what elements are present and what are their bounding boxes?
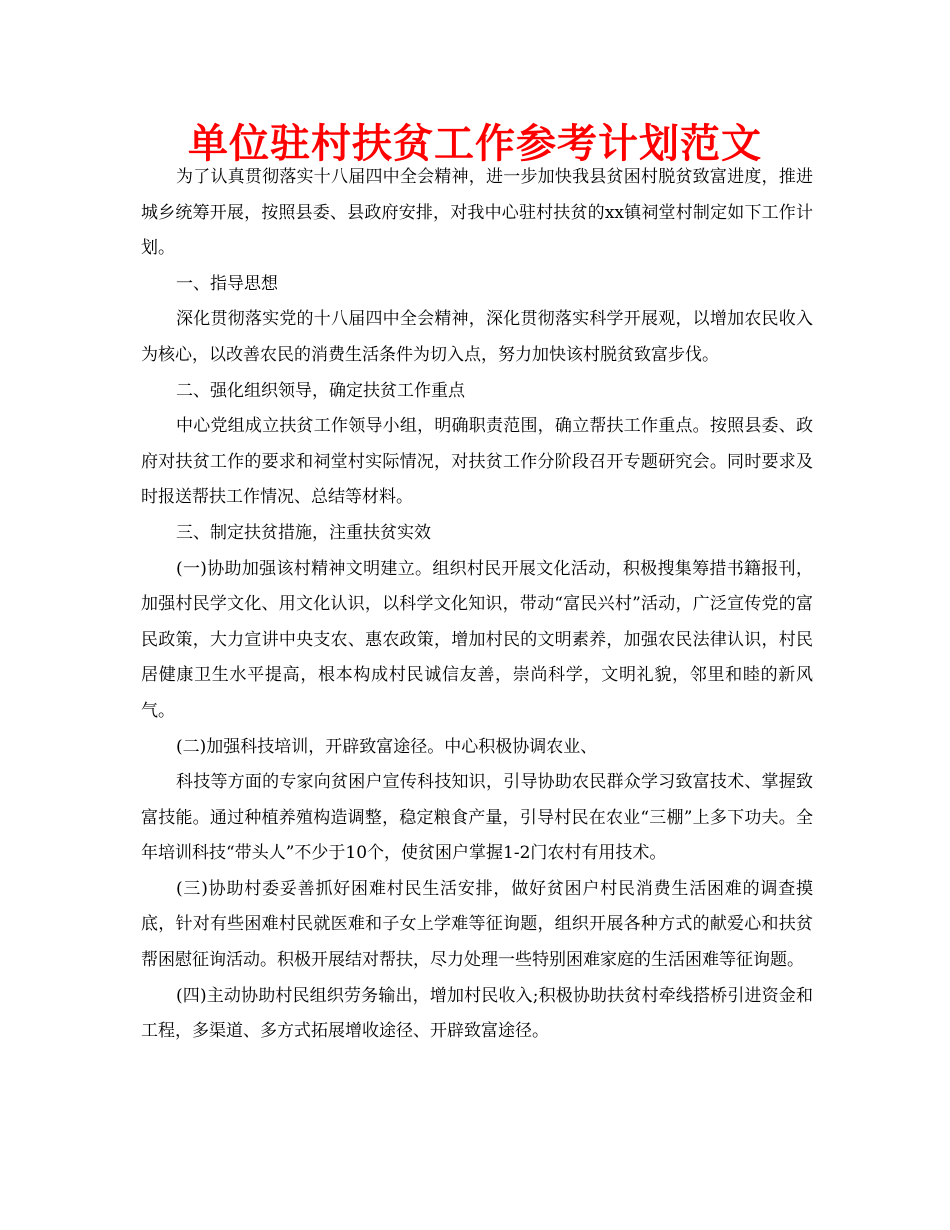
heading-measures: 三、制定扶贫措施，注重扶贫实效 (176, 522, 431, 543)
heading-guiding-thought: 一、指导思想 (176, 273, 278, 294)
paragraph-measure-3: (三)协助村委妥善抓好困难村民生活安排，做好贫困户村民消费生活困难的调查摸底，针对有些困难村民就医难和子女上学难等征询题，组织开展各种方式的献爱心和扶贫帮困慰征询活动。积极开展结对帮扶，尽力处理一些特别困难家庭的生活困难等征询题。 (141, 878, 813, 971)
paragraph-organization: 中心党组成立扶贫工作领导小组，明确职责范围，确立帮扶工作重点。按照县委、政府对扶贫工作的要求和祠堂村实际情况，对扶贫工作分阶段召开专题研究会。同时要求及时报送帮扶工作情况、总结等材料。 (141, 416, 813, 508)
heading-organization: 二、强化组织领导，确定扶贫工作重点 (176, 380, 465, 401)
document-body (141, 160, 813, 1050)
paragraph-measure-1: (一)协助加强该村精神文明建立。组织村民开展文化活动，积极搜集筹措书籍报刊，加强村民学文化、用文化认识，以科学文化知识，带动“富民兴村”活动，广泛宣传党的富民政策，大力宣讲中央支农、惠农政策，增加村民的文明素养，加强农民法律认识，村民居健康卫生水平提高，根本构成村民诚信友善，崇尚科学，文明礼貌，邻里和睦的新风气。 (141, 558, 813, 721)
paragraph-measure-2-lead: (二)加强科技培训，开辟致富途径。中心积极协调农业、 (176, 736, 598, 757)
paragraph-measure-2-body: 科技等方面的专家向贫困户宣传科技知识，引导协助农民群众学习致富技术、掌握致富技能。通过种植养殖构造调整，稳定粮食产量，引导村民在农业“三棚”上多下功夫。全年培训科技“带头人”不少于10个，使贫困户掌握1-2门农村有用技术。 (141, 772, 813, 864)
paragraph-intro: 为了认真贯彻落实十八届四中全会精神，进一步加快我县贫困村脱贫致富进度，推进城乡统筹开展，按照县委、县政府安排，对我中心驻村扶贫的xx镇祠堂村制定如下工作计划。 (141, 167, 813, 259)
paragraph-measure-4: (四)主动协助村民组织劳务输出，增加村民收入;积极协助扶贫村牵线搭桥引进资金和工程，多渠道、多方式拓展增收途径、开辟致富途径。 (141, 985, 813, 1042)
paragraph-guiding-thought: 深化贯彻落实党的十八届四中全会精神，深化贯彻落实科学开展观，以增加农民收入为核心，以改善农民的消费生活条件为切入点，努力加快该村脱贫致富步伐。 (141, 309, 813, 365)
document-title: 单位驻村扶贫工作参考计划范文 (188, 121, 762, 167)
